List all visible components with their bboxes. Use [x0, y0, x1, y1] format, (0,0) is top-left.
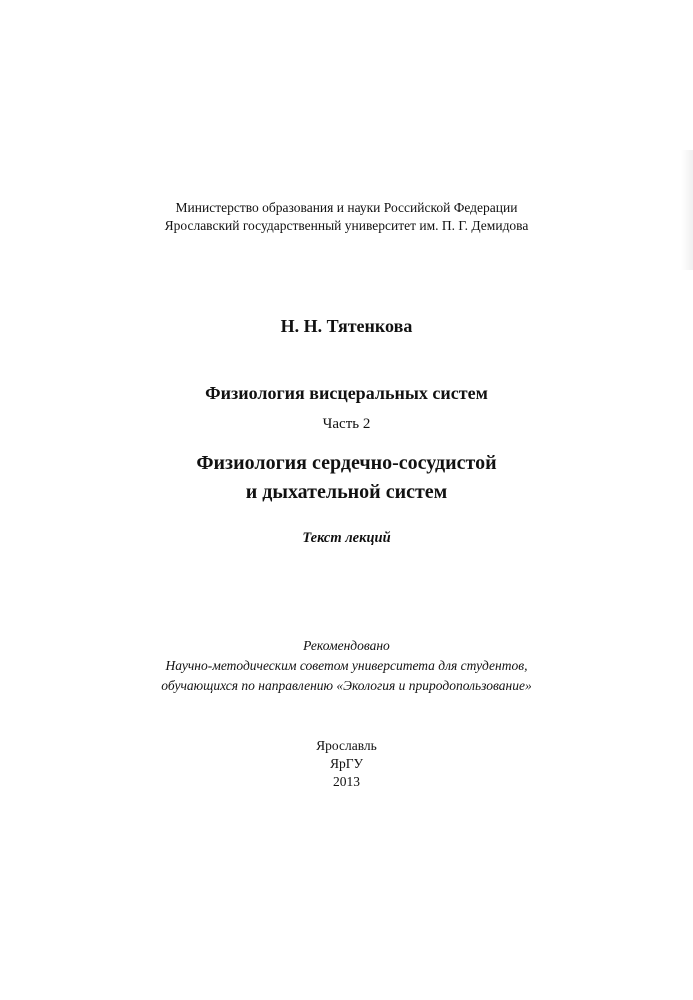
recommendation-line-3: обучающихся по направлению «Экология и природопользование» — [161, 678, 532, 693]
imprint-city: Ярославль — [316, 738, 377, 753]
main-title — [0, 449, 693, 507]
series-title: Физиология висцеральных систем — [205, 383, 488, 403]
main-title-line-1: Физиология сердечно-сосудистой — [196, 452, 497, 474]
ministry-header — [0, 199, 693, 235]
part-label: Часть 2 — [322, 416, 371, 432]
imprint-year: 2013 — [333, 774, 360, 789]
recommendation-line-2: Научно-методическим советом университета для студентов, — [165, 658, 528, 673]
imprint-publisher: ЯрГУ — [329, 756, 364, 771]
recommendation-line-1: Рекомендовано — [303, 638, 390, 653]
recommendation-block — [0, 636, 693, 696]
author-name: Н. Н. Тятенкова — [280, 316, 413, 336]
document-type: Текст лекций — [302, 530, 391, 546]
imprint-block — [0, 737, 693, 791]
ministry-line-1: Министерство образования и науки Российской Федерации — [175, 200, 518, 215]
ministry-line-2: Ярославский государственный университет им. П. Г. Демидова — [164, 218, 529, 233]
main-title-line-2: и дыхательной систем — [245, 481, 448, 503]
